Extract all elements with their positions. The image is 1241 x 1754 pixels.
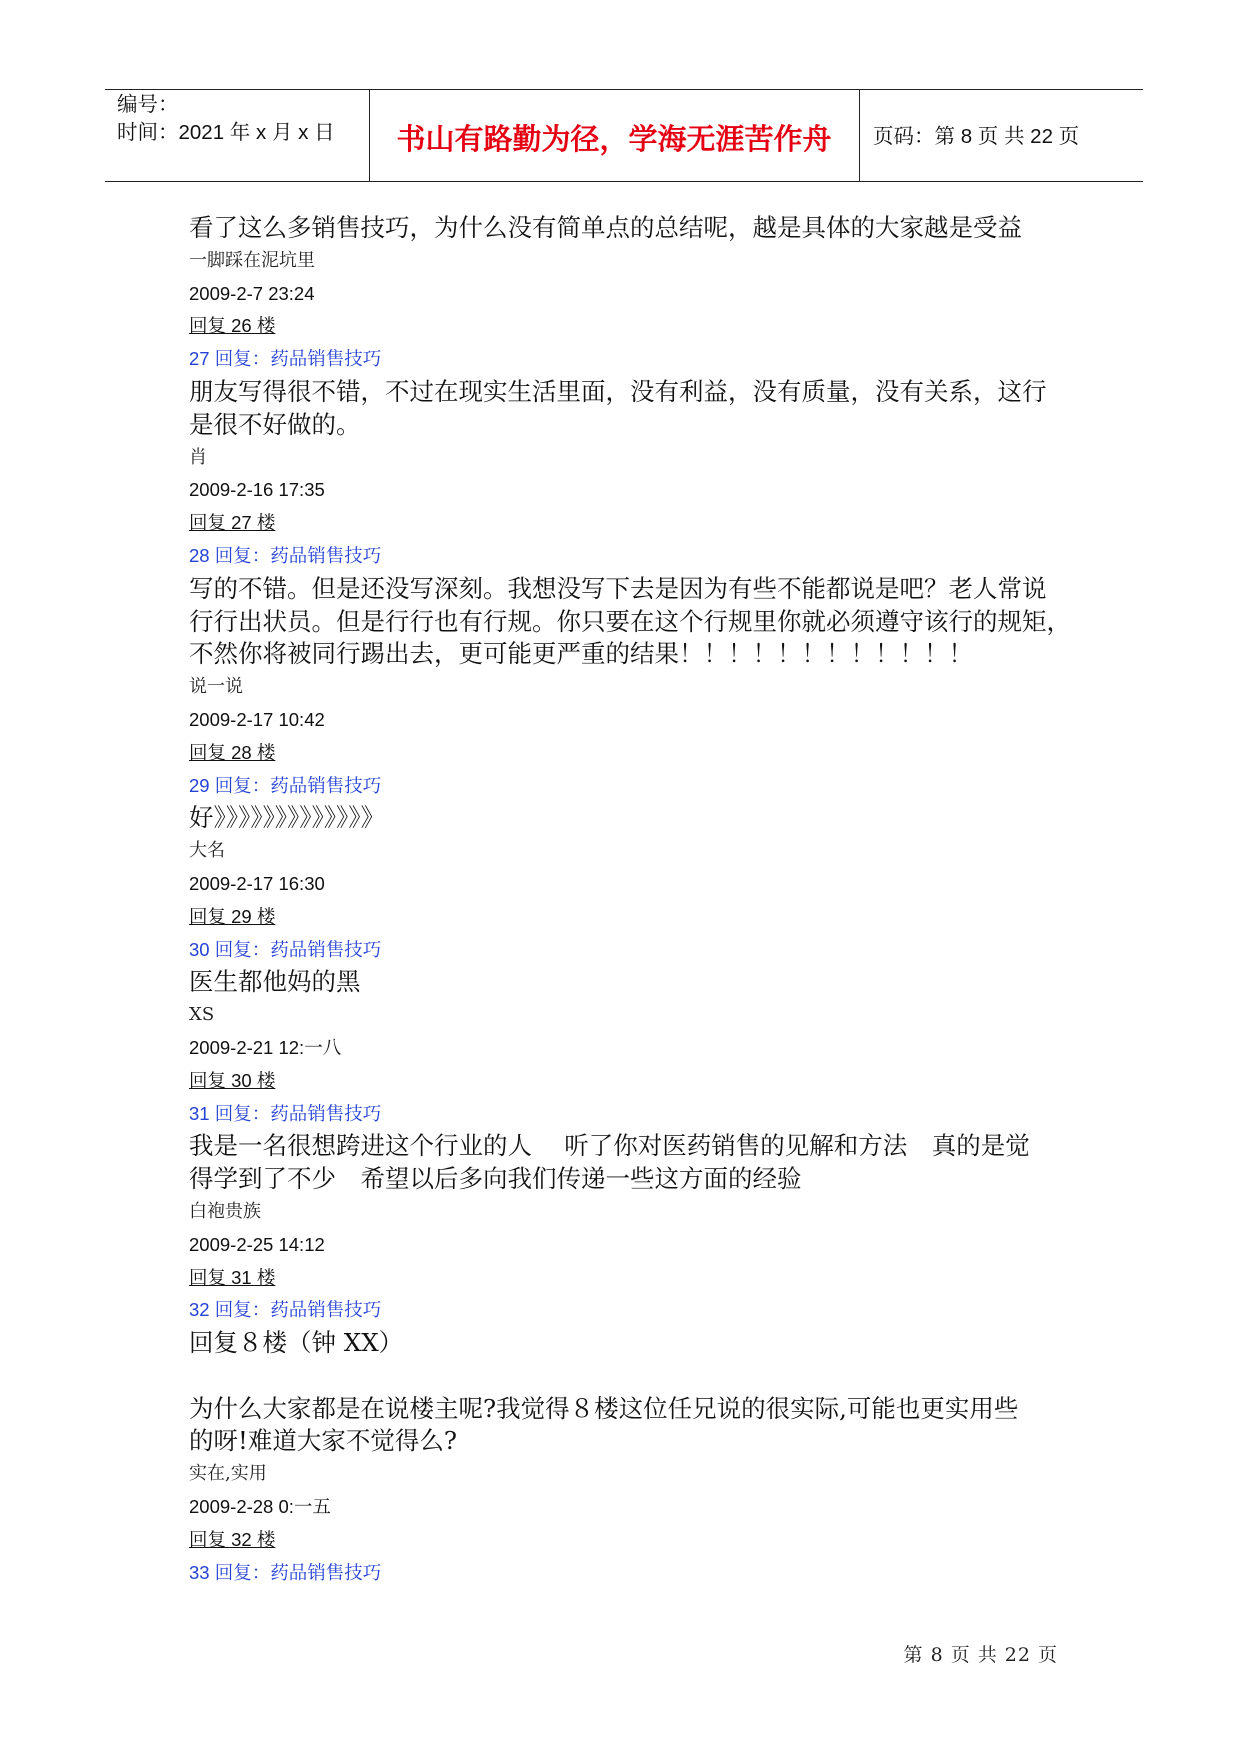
post-content: 回复８楼（钟 XX）	[189, 1328, 404, 1358]
reply-floor-link[interactable]: 回复 30 楼	[189, 1069, 276, 1091]
post-date-line	[189, 704, 1089, 737]
reply-heading-link[interactable]: 30 回复：药品销售技巧	[189, 938, 382, 960]
header-bottom-rule	[105, 181, 1143, 182]
post-content-line	[189, 573, 1089, 606]
post-content-line	[189, 376, 1089, 409]
forum-post	[189, 1557, 1089, 1590]
reply-heading-link-line	[189, 343, 1089, 376]
post-content: 行行出状员。但是行行也有行规。你只要在这个行规里你就必须遵守该行的规矩，	[189, 606, 1071, 636]
forum-post	[189, 343, 1089, 540]
reply-floor-link-line	[189, 507, 1089, 540]
reply-heading-link[interactable]: 27 回复：药品销售技巧	[189, 348, 382, 370]
post-author: 肖	[189, 446, 207, 468]
header-top-rule	[105, 89, 1143, 90]
reply-floor-link-line	[189, 1065, 1089, 1098]
post-content-line	[189, 1393, 1089, 1426]
reply-floor-link-line	[189, 310, 1089, 343]
post-content: 是很不好做的。	[189, 409, 361, 439]
header-motto: 书山有路勤为径，学海无涯苦作舟	[396, 122, 832, 156]
post-date-line	[189, 1229, 1089, 1262]
post-date: 2009-2-28 0:一五	[189, 1496, 331, 1518]
reply-floor-link-line	[189, 901, 1089, 934]
reply-floor-link[interactable]: 回复 29 楼	[189, 905, 276, 927]
post-content: 看了这么多销售技巧，为什么没有简单点的总结呢，越是具体的大家越是受益	[189, 213, 1022, 242]
header-divider-right	[859, 90, 860, 182]
post-author-line	[189, 442, 1089, 475]
post-content: 不然你将被同行踢出去，更可能更严重的结果！！！！！！！！！！！！	[189, 639, 973, 669]
post-author: 一脚踩在泥坑里	[189, 249, 315, 271]
reply-heading-link-line	[189, 1098, 1089, 1131]
reply-heading-link-line	[189, 1294, 1089, 1327]
post-content-line	[189, 638, 1089, 671]
post-content-line	[189, 1163, 1089, 1196]
forum-post	[189, 770, 1089, 934]
post-author: XS	[189, 1004, 215, 1026]
reply-heading-link[interactable]: 28 回复：药品销售技巧	[189, 544, 382, 566]
reply-floor-link[interactable]: 回复 28 楼	[189, 741, 276, 763]
forum-post	[189, 1294, 1089, 1556]
post-content: 写的不错。但是还没写深刻。我想没写下去是因为有些不能都说是吧？老人常说	[189, 573, 1047, 603]
post-date-line	[189, 1491, 1089, 1524]
post-author: 实在,实用	[189, 1463, 267, 1485]
document-number-label: 编号：	[117, 93, 179, 116]
post-content: 得学到了不少 希望以后多向我们传递一些这方面的经验	[189, 1164, 802, 1194]
reply-heading-link-line	[189, 934, 1089, 967]
forum-post	[189, 934, 1089, 1098]
reply-floor-link[interactable]: 回复 32 楼	[189, 1528, 276, 1550]
post-date: 2009-2-21 12:一八	[189, 1036, 342, 1058]
post-date-line	[189, 1032, 1089, 1065]
post-author: 说一说	[189, 676, 243, 698]
post-date: 2009-2-7 23:24	[189, 282, 315, 304]
post-content: 医生都他妈的黑	[189, 967, 361, 997]
reply-heading-link[interactable]: 33 回复：药品销售技巧	[189, 1561, 382, 1583]
post-content-line	[189, 966, 1089, 999]
post-content-line	[189, 212, 1089, 245]
post-content-line	[189, 1425, 1089, 1458]
post-content: 我是一名很想跨进这个行业的人 听了你对医药销售的见解和方法 真的是觉	[189, 1131, 1030, 1161]
reply-floor-link[interactable]: 回复 26 楼	[189, 315, 276, 337]
post-author-line	[189, 245, 1089, 278]
post-author-line	[189, 1458, 1089, 1491]
post-content-line	[189, 1360, 1089, 1393]
reply-heading-link[interactable]: 29 回复：药品销售技巧	[189, 774, 382, 796]
header-page-label: 页码：第 8 页 共 22 页	[873, 125, 1080, 148]
post-content-line	[189, 606, 1089, 639]
post-author-line	[189, 999, 1089, 1032]
post-date: 2009-2-16 17:35	[189, 479, 325, 501]
reply-heading-link[interactable]: 32 回复：药品销售技巧	[189, 1299, 382, 1321]
forum-post	[189, 212, 1089, 343]
post-content: 朋友写得很不错，不过在现实生活里面，没有利益，没有质量，没有关系，这行	[189, 376, 1047, 406]
forum-post	[189, 1098, 1089, 1295]
post-content-line	[189, 802, 1089, 835]
post-content-line	[189, 409, 1089, 442]
forum-post	[189, 540, 1089, 770]
reply-floor-link-line	[189, 737, 1089, 770]
document-time-label: 时间：2021 年 x 月 x 日	[117, 121, 335, 144]
post-content-line	[189, 1130, 1089, 1163]
post-content: 为什么大家都是在说楼主呢?我觉得８楼这位任兄说的很实际,可能也更实用些	[189, 1393, 1019, 1423]
post-date-line	[189, 278, 1089, 311]
reply-floor-link[interactable]: 回复 31 楼	[189, 1266, 276, 1288]
post-author-line	[189, 671, 1089, 704]
post-list	[189, 212, 1089, 1589]
footer-page-number: 第 8 页 共 22 页	[903, 1644, 1058, 1666]
post-author-line	[189, 835, 1089, 868]
post-date-line	[189, 474, 1089, 507]
post-content: 好》》》》》》》》》》》》》	[189, 803, 385, 833]
post-date: 2009-2-25 14:12	[189, 1233, 325, 1255]
post-date: 2009-2-17 10:42	[189, 708, 325, 730]
post-date: 2009-2-17 16:30	[189, 872, 325, 894]
post-content-line	[189, 1327, 1089, 1360]
post-date-line	[189, 868, 1089, 901]
reply-floor-link-line	[189, 1524, 1089, 1557]
reply-heading-link-line	[189, 1557, 1089, 1590]
post-content: 的呀!难道大家不觉得么?	[189, 1426, 457, 1456]
reply-floor-link-line	[189, 1262, 1089, 1295]
reply-floor-link[interactable]: 回复 27 楼	[189, 512, 276, 534]
post-author-line	[189, 1196, 1089, 1229]
post-author: 大名	[189, 840, 225, 862]
reply-heading-link-line	[189, 540, 1089, 573]
post-author: 白袍贵族	[189, 1200, 261, 1222]
reply-heading-link-line	[189, 770, 1089, 803]
reply-heading-link[interactable]: 31 回复：药品销售技巧	[189, 1102, 382, 1124]
